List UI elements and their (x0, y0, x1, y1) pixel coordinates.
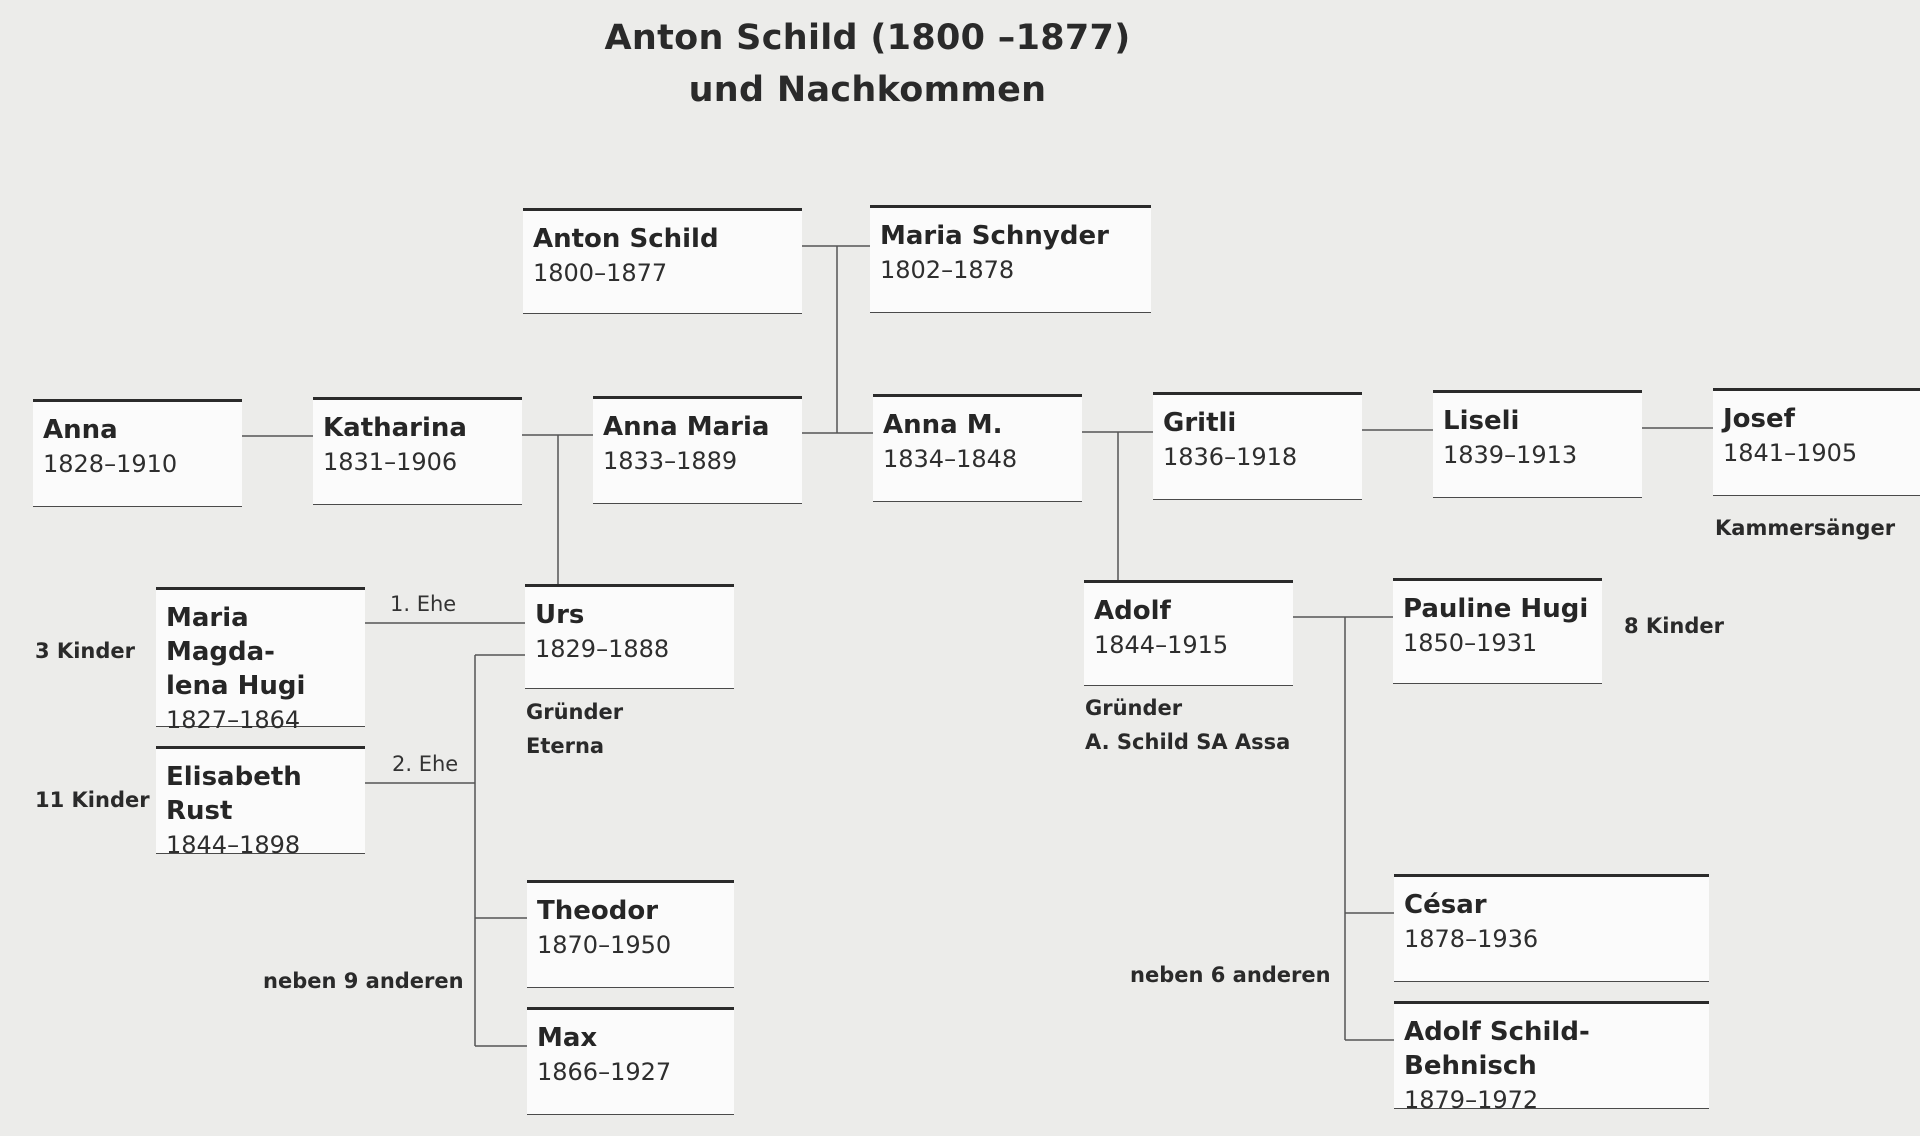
person-name: Anton Schild (533, 224, 719, 254)
note-adolf-others: neben 6 anderen (1130, 963, 1331, 987)
person-years: 1879–1972 (1404, 1086, 1539, 1114)
person-years: 1870–1950 (537, 931, 672, 959)
person-adolf-schild-behnisch (1394, 1001, 1709, 1114)
person-name: Elisabeth Rust (166, 762, 302, 826)
person-urs (525, 584, 734, 689)
person-maria-schnyder (870, 205, 1151, 313)
label-second-marriage: 2. Ehe (392, 752, 459, 776)
person-name: Maria Schnyder (880, 221, 1109, 251)
note-urs-role-line2: Eterna (526, 734, 605, 758)
person-name-line1: Maria Magda- (166, 603, 275, 667)
person-gritli (1153, 392, 1362, 500)
label-first-marriage: 1. Ehe (390, 592, 457, 616)
person-pauline-hugi (1393, 578, 1602, 684)
person-years: 1844–1915 (1094, 631, 1229, 659)
person-name: Gritli (1163, 408, 1237, 438)
person-anna-m (873, 394, 1082, 502)
person-name: Anna (43, 415, 118, 445)
person-name: Adolf Schild-Behnisch (1404, 1017, 1590, 1081)
person-name: Urs (535, 600, 585, 630)
person-name: Liseli (1443, 406, 1520, 436)
person-years: 1834–1848 (883, 445, 1018, 473)
person-cesar (1394, 874, 1709, 982)
person-years: 1802–1878 (880, 256, 1015, 284)
note-elisabeth-children: 11 Kinder (35, 788, 150, 812)
person-elisabeth-rust (156, 746, 365, 859)
person-name: Katharina (323, 413, 467, 443)
person-years: 1829–1888 (535, 635, 670, 663)
note-josef-role: Kammersänger (1715, 516, 1896, 540)
person-name: Josef (1723, 404, 1795, 434)
note-urs-others: neben 9 anderen (263, 969, 464, 993)
person-years: 1866–1927 (537, 1058, 672, 1086)
note-adolf-role-line1: Gründer (1085, 696, 1183, 720)
person-years: 1836–1918 (1163, 443, 1298, 471)
person-max (527, 1007, 734, 1115)
person-anna (33, 399, 242, 507)
person-theodor (527, 880, 734, 988)
person-years: 1833–1889 (603, 447, 738, 475)
person-anna-maria (593, 396, 802, 504)
person-years: 1800–1877 (533, 259, 668, 287)
person-name: Anna Maria (603, 412, 770, 442)
diagram-title: Anton Schild (1800 –1877) (604, 18, 1131, 58)
person-years: 1878–1936 (1404, 925, 1539, 953)
person-name: César (1404, 890, 1487, 920)
person-josef (1713, 388, 1920, 496)
person-years: 1841–1905 (1723, 439, 1858, 467)
person-katharina (313, 397, 522, 505)
person-years: 1827–1864 (166, 706, 301, 734)
person-years: 1831–1906 (323, 448, 458, 476)
person-liseli (1433, 390, 1642, 498)
person-name: Theodor (537, 896, 659, 926)
person-years: 1844–1898 (166, 831, 301, 859)
person-name: Anna M. (883, 410, 1003, 440)
person-years: 1839–1913 (1443, 441, 1578, 469)
diagram-subtitle: und Nachkommen (688, 70, 1047, 110)
person-years: 1850–1931 (1403, 629, 1538, 657)
person-name: Adolf (1094, 596, 1171, 626)
person-name: Pauline Hugi (1403, 594, 1589, 624)
person-name-line2: lena Hugi (166, 671, 306, 701)
note-urs-role-line1: Gründer (526, 700, 624, 724)
note-maria-magdalena-children: 3 Kinder (35, 639, 135, 663)
person-years: 1828–1910 (43, 450, 178, 478)
person-name: Max (537, 1023, 598, 1053)
person-adolf (1084, 580, 1293, 686)
note-pauline-children: 8 Kinder (1624, 614, 1724, 638)
person-maria-magdalena-hugi (156, 587, 365, 734)
note-adolf-role-line2: A. Schild SA Assa (1085, 730, 1291, 754)
person-anton-schild (523, 208, 802, 314)
